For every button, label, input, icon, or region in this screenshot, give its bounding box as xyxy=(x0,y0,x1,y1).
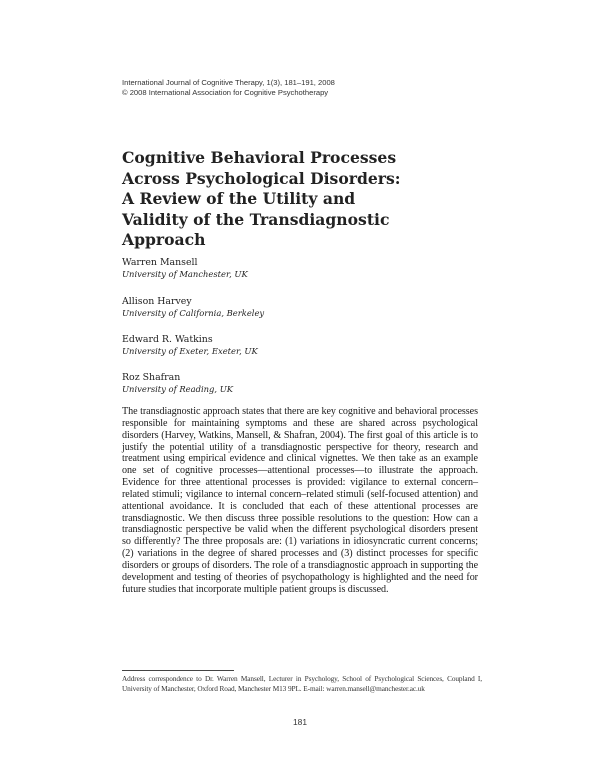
author-name: Warren Mansell xyxy=(122,257,198,268)
author-affiliation: University of Reading, UK xyxy=(122,384,234,394)
title-line: Across Psychological Disorders: xyxy=(122,168,401,188)
title-line: Validity of the Transdiagnostic xyxy=(122,209,390,229)
journal-citation: International Journal of Cognitive Therapy, 1(3), 181–191, 2008 xyxy=(122,78,335,87)
author-name: Edward R. Watkins xyxy=(122,334,213,345)
journal-header xyxy=(122,78,502,98)
abstract: The transdiagnostic approach states that there are key cognitive and behavioral processes responsible for maintaining symptoms and these are shared across psychological disorders (Harvey, Watkins, Mansell, & Shafran, 2004). The first goal of this article is to justify the potential utility of a transdiagnostic perspective for theory, research and treatment using empirical evidence and clinical vignettes. We then take as an example one set of cognitive processes—attentional processes—to illustrate the approach. Evidence for three attentional processes is provided: vigilance to external concern–related stimuli; vigilance to internal concern–related stimuli (self-focused attention) and attentional avoidance. It is concluded that each of these attentional processes are transdiagnostic. We then discuss three possible resolutions to the question: How can a transdiagnostic perspective be valid when the different psychological disorders present so differently? The three proposals are: (1) variations in idiosyncratic current concerns; (2) variations in the degree of shared processes and (3) distinct processes for specific disorders or groups of disorders. The role of a transdiagnostic approach in supporting the development and testing of theories of psychopathology is highlighted and the need for future studies that incorporate multiple patient groups is discussed. xyxy=(122,406,478,595)
title-line: Approach xyxy=(122,230,206,249)
author-affiliation: University of Exeter, Exeter, UK xyxy=(122,346,258,356)
author-affiliation: University of California, Berkeley xyxy=(122,308,265,318)
author-name: Allison Harvey xyxy=(122,296,192,307)
page-number: 181 xyxy=(293,717,307,727)
author-name: Roz Shafran xyxy=(122,372,181,383)
title-line: Cognitive Behavioral Processes xyxy=(122,148,397,167)
correspondence-footnote: Address correspondence to Dr. Warren Mansell, Lecturer in Psychology, School of Psychological Sciences, Coupland I, University of Manchester, Oxford Road, Manchester M13 9PL. E-mail: warren.mansell@manchester.ac.uk xyxy=(122,674,482,693)
footnote-divider xyxy=(122,670,234,671)
article-title xyxy=(122,148,482,251)
title-line: A Review of the Utility and xyxy=(122,189,356,208)
journal-copyright: © 2008 International Association for Cognitive Psychotherapy xyxy=(122,88,329,97)
author-affiliation: University of Manchester, UK xyxy=(122,269,248,279)
